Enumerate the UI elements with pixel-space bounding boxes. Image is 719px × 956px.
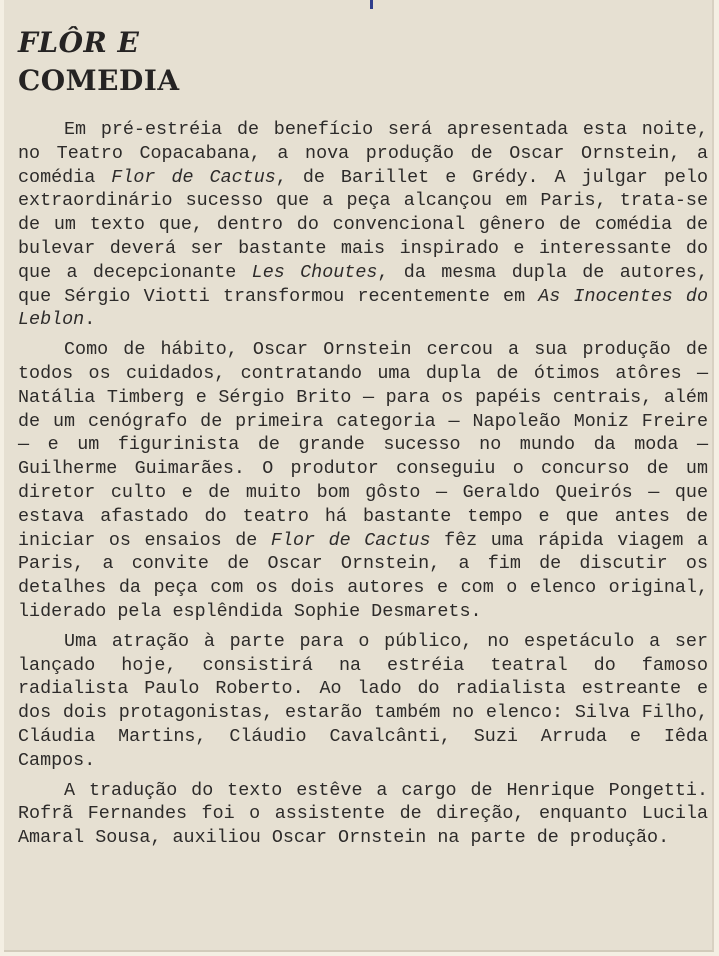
work-title: As Inocentes do Leblon <box>18 285 709 331</box>
work-title: Flor de Cactus <box>270 529 431 551</box>
work-title: Flor de Cactus <box>111 166 276 188</box>
pen-mark <box>370 0 373 9</box>
text-run: fêz uma rápida viagem a Paris, a convite de Oscar Ornstein, a fim de discutir os detalhes da peça com os dois autores e com o elenco original, liderado pela esplêndida Sophie Desmarets. <box>18 529 709 622</box>
paragraph <box>18 630 708 773</box>
newspaper-clipping <box>4 0 714 952</box>
headline-line-2: COMEDIA <box>18 64 180 97</box>
text-run: A tradução do texto estêve a cargo de Henrique Pongetti. Rofrã Fernandes foi o assistente de direção, enquanto Lucila Amaral Sousa, auxiliou Oscar Ornstein na parte de produção. <box>18 779 708 849</box>
article-headline <box>18 24 180 100</box>
text-run: Uma atração à parte para o público, no espetáculo a ser lançado hoje, consistirá na estréia teatral do famoso radialista Paulo Roberto. Ao lado do radialista estreante e dos dois protagonistas, estarão também no elenco: Silva Filho, Cláudia Martins, Cláudio Cavalcânti, Suzi Arruda e Iêda Campos. <box>18 630 708 771</box>
text-run: , de Barillet e Grédy. A julgar pelo extraordinário sucesso que a peça alcançou em Paris, trata-se de um texto que, dentro do convencional gênero de comédia de bulevar deverá ser bastante mais inspirado e interessante do que a decepcionante <box>18 166 708 283</box>
paragraph <box>18 779 708 850</box>
headline-line-1: FLÔR E <box>18 26 140 59</box>
paragraph <box>18 118 708 332</box>
text-run: , da mesma dupla de autores, que Sérgio Viotti transformou recentemente em <box>18 261 708 307</box>
article-body <box>18 118 708 856</box>
paragraph <box>18 338 708 624</box>
text-run: . <box>84 309 96 331</box>
work-title: Les Choutes <box>251 261 378 283</box>
text-run: Como de hábito, Oscar Ornstein cercou a sua produção de todos os cuidados, contratando uma dupla de ótimos atôres — Natália Timberg e Sérgio Brito — para os papéis centrais, além de um cenógrafo de primeira categoria — Napoleão Moniz Freire — e um figurinista de grande sucesso no mundo da moda — Guilherme Guimarães. O produtor conseguiu o concurso de um diretor culto e de muito bom gôsto — Geraldo Queirós — que estava afastado do teatro há bastante tempo e que antes de iniciar os ensaios de <box>18 339 708 551</box>
text-run: Em pré-estréia de benefício será apresentada esta noite, no Teatro Copacabana, a nova produção de Oscar Ornstein, a comédia <box>18 119 708 188</box>
